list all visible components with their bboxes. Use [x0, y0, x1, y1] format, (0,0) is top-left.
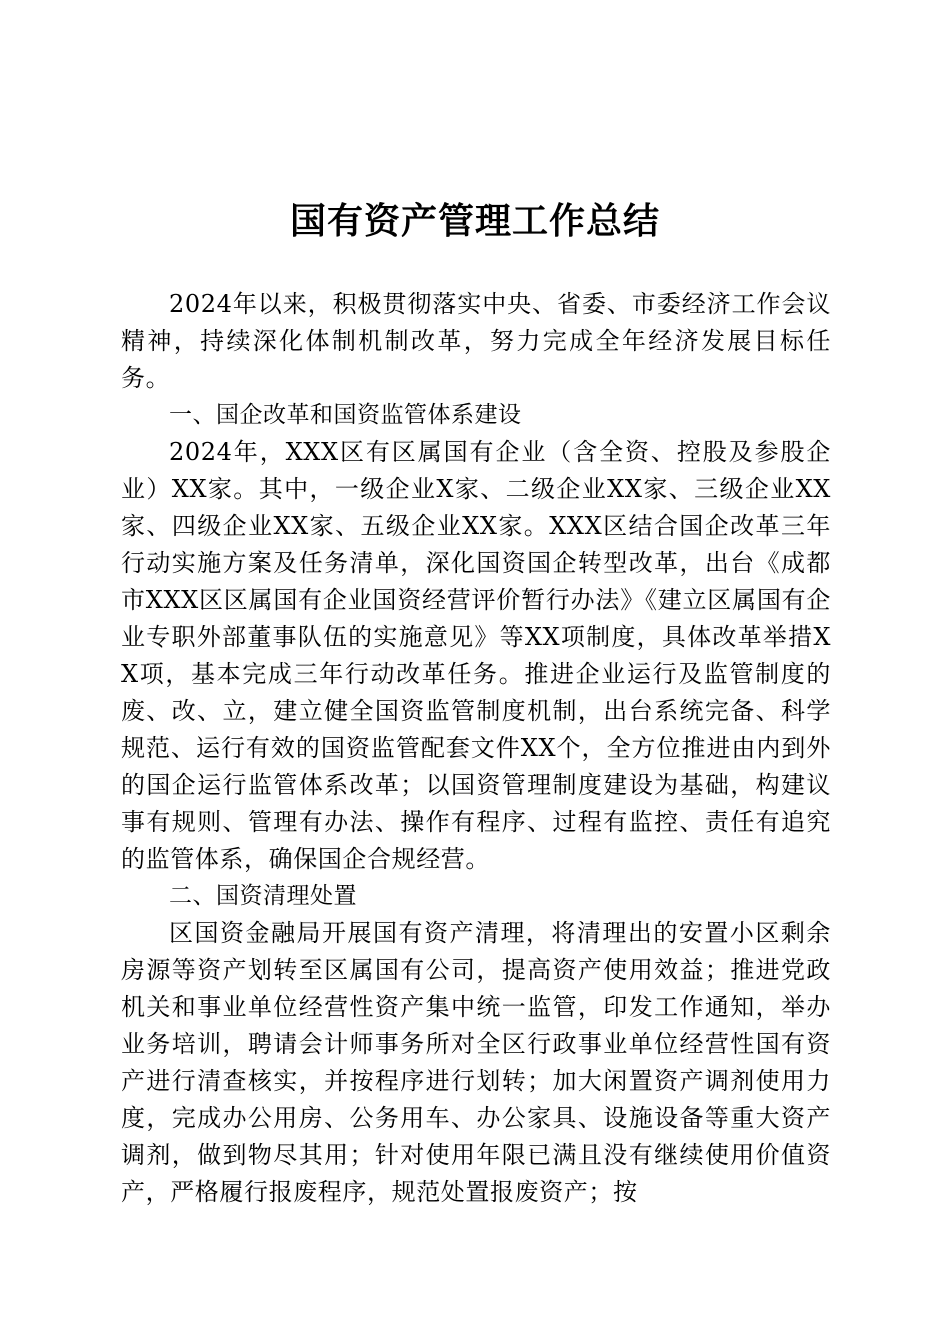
- document-title: 国有资产管理工作总结: [289, 200, 660, 242]
- document-body: [121, 286, 831, 1211]
- section-1-paragraph: 2024年，XXX区有区属国有企业（含全资、控股及参股企业）XX家。其中，一级企业X家、二级企业XX家、三级企业XX家、四级企业XX家、五级企业XX家。XXX区结合国企改革三年行动实施方案及任务清单，深化国资国企转型改革，出台《成都市XXX区区属国有企业国资经营评价暂行办法》《建立区属国有企业专职外部董事队伍的实施意见》等XX项制度，具体改革举措XX项，基本完成三年行动改革任务。推进企业运行及监管制度的废、改、立，建立健全国资监管制度机制，出台系统完备、科学规范、运行有效的国资监管配套文件XX个，全方位推进由内到外的国企运行监管体系改革；以国资管理制度建设为基础，构建议事有规则、管理有办法、操作有程序、过程有监控、责任有追究的监管体系，确保国企合规经营。: [121, 438, 831, 873]
- intro-paragraph: 2024年以来，积极贯彻落实中央、省委、市委经济工作会议精神，持续深化体制机制改革，努力完成全年经济发展目标任务。: [121, 290, 831, 392]
- section-2-heading: 二、国资清理处置: [169, 883, 357, 909]
- section-1-heading: 一、国企改革和国资监管体系建设: [169, 402, 522, 428]
- section-2-paragraph: 区国资金融局开展国有资产清理，将清理出的安置小区剩余房源等资产划转至区属国有公司，提高资产使用效益；推进党政机关和事业单位经营性资产集中统一监管，印发工作通知，举办业务培训，聘请会计师事务所对全区行政事业单位经营性国有资产进行清查核实，并按程序进行划转；加大闲置资产调剂使用力度，完成办公用房、公务用车、办公家具、设施设备等重大资产调剂，做到物尽其用；针对使用年限已满且没有继续使用价值资产，严格履行报废程序，规范处置报废资产；按: [121, 919, 831, 1206]
